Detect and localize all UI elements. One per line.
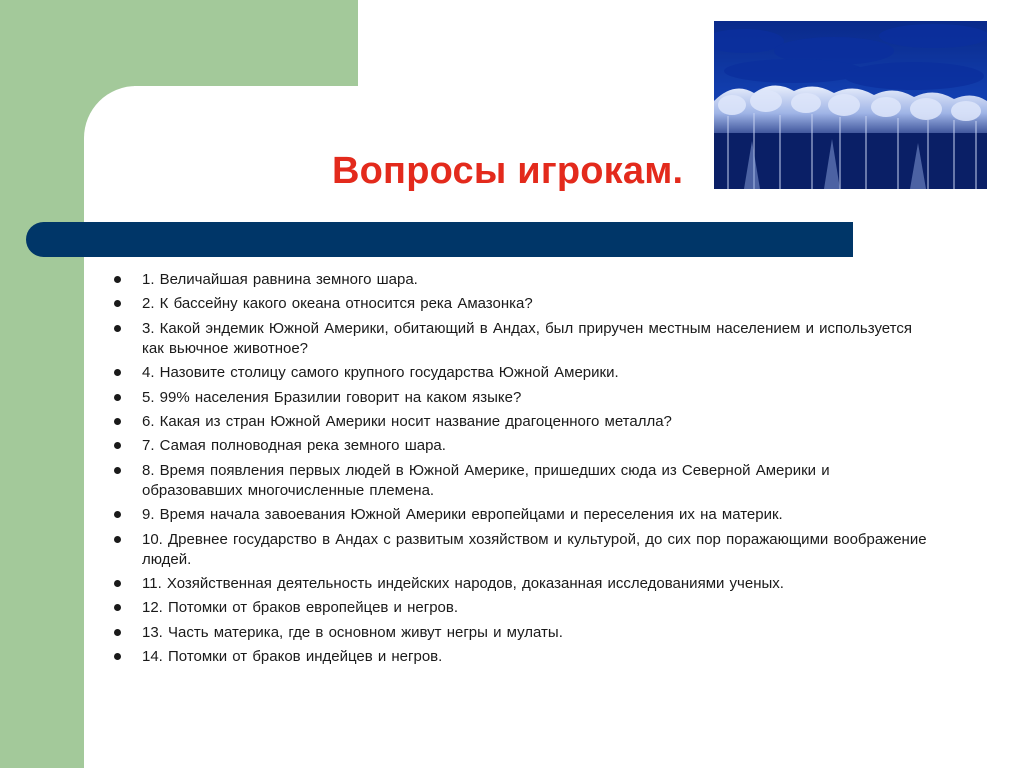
winter-forest-photo	[714, 21, 987, 189]
bullet-icon	[114, 536, 121, 543]
list-item: 13. Часть материка, где в основном живут негры и мулаты.	[100, 623, 930, 643]
questions-list	[100, 270, 930, 671]
list-item: 5. 99% населения Бразилии говорит на каком языке?	[100, 388, 930, 408]
bullet-icon	[114, 418, 121, 425]
list-item: 11. Хозяйственная деятельность индейских народов, доказанная исследованиями ученых.	[100, 574, 930, 594]
bullet-icon	[114, 604, 121, 611]
list-item: 1. Величайшая равнина земного шара.	[100, 270, 930, 290]
bullet-icon	[114, 442, 121, 449]
list-item: 10. Древнее государство в Андах с развитым хозяйством и культурой, до сих пор поражающими воображение людей.	[100, 530, 930, 570]
green-accent-top	[84, 0, 358, 86]
list-item: 14. Потомки от браков индейцев и негров.	[100, 647, 930, 667]
bullet-icon	[114, 369, 121, 376]
bullet-icon	[114, 629, 121, 636]
bullet-icon	[114, 580, 121, 587]
list-item: 6. Какая из стран Южной Америки носит название драгоценного металла?	[100, 412, 930, 432]
bullet-icon	[114, 300, 121, 307]
bullet-icon	[114, 653, 121, 660]
bullet-icon	[114, 511, 121, 518]
list-item: 8. Время появления первых людей в Южной Америке, пришедших сюда из Северной Америки и образовавших многочисленные племена.	[100, 461, 930, 501]
bullet-icon	[114, 276, 121, 283]
bullet-icon	[114, 325, 121, 332]
title-divider-bar	[26, 222, 853, 257]
list-item: 12. Потомки от браков европейцев и негров.	[100, 598, 930, 618]
list-item: 9. Время начала завоевания Южной Америки европейцами и переселения их на материк.	[100, 505, 930, 525]
bullet-icon	[114, 467, 121, 474]
list-item: 2. К бассейну какого океана относится река Амазонка?	[100, 294, 930, 314]
slide-title: Вопросы игрокам.	[332, 150, 684, 192]
list-item: 7. Самая полноводная река земного шара.	[100, 436, 930, 456]
list-item: 4. Назовите столицу самого крупного государства Южной Америки.	[100, 363, 930, 383]
list-item: 3. Какой эндемик Южной Америки, обитающий в Андах, был приручен местным населением и используется как вьючное животное?	[100, 319, 930, 359]
bullet-icon	[114, 394, 121, 401]
